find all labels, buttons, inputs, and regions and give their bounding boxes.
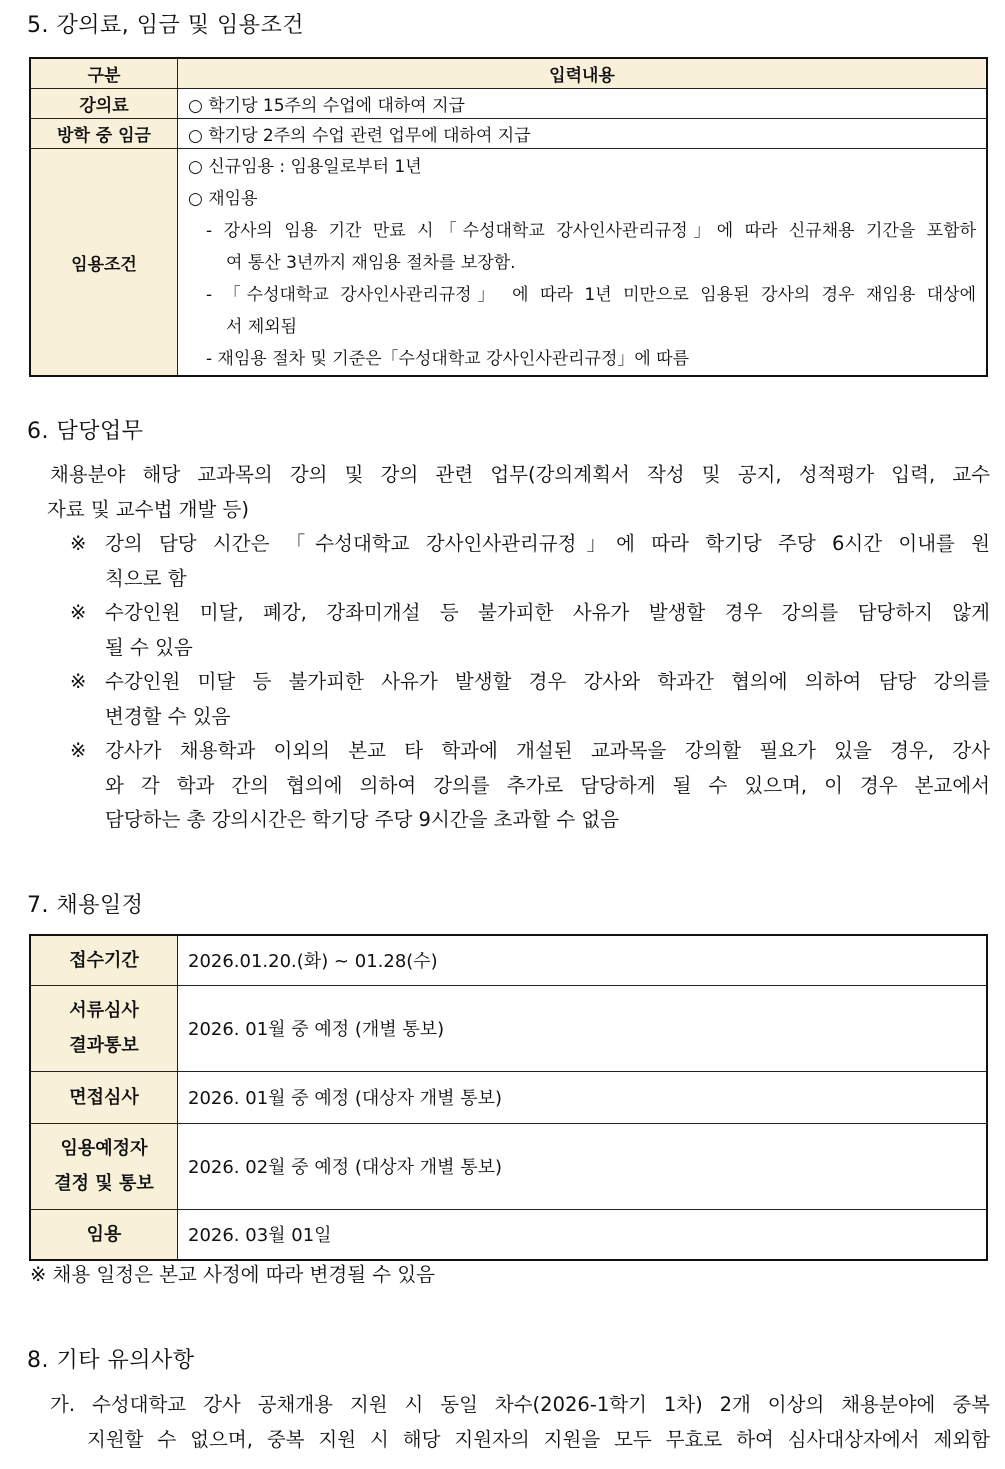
- notice-item-line: 지원할 수 없으며, 중복 지원 시 해당 지원자의 지원을 모두 무효로 하여 심사대상자에서 제외함: [87, 1427, 990, 1451]
- schedule-table: [29, 934, 988, 1261]
- section-6-heading: 6. 담당업무: [27, 419, 144, 444]
- schedule-label-line: 결과통보: [69, 1035, 139, 1056]
- section-7-heading: 7. 채용일정: [27, 893, 144, 918]
- section-5-heading: 5. 강의료, 임금 및 임용조건: [27, 13, 304, 38]
- table-row: [30, 149, 987, 377]
- schedule-note: ※ 채용 일정은 본교 사정에 따라 변경될 수 있음: [30, 1263, 435, 1286]
- note-line: 담당하는 총 강의시간은 학기당 주당 9시간을 초과할 수 없음: [105, 808, 620, 831]
- schedule-label: [30, 1123, 178, 1209]
- table-header-row: [30, 58, 987, 89]
- note-line: 변경할 수 있음: [105, 704, 231, 728]
- header-content: 입력내용: [178, 58, 988, 89]
- note-line: 될 수 있음: [105, 635, 193, 659]
- schedule-label-line: 결정 및 통보: [54, 1173, 154, 1194]
- condition-line: 여 통산 3년까지 재임용 절차를 보장함.: [226, 253, 516, 273]
- table-row: [30, 935, 987, 985]
- note-mark: ※: [70, 601, 87, 624]
- schedule-value: 2026. 01월 중 예정 (대상자 개별 통보): [178, 1071, 988, 1123]
- table-row: [30, 89, 987, 119]
- duties-intro-line: 채용분야 해당 교과목의 강의 및 강의 관련 업무(강의계획서 작성 및 공지, 성적평가 입력, 교수: [50, 463, 990, 486]
- condition-line: ○ 재임용: [188, 189, 258, 209]
- note-line: 수강인원 미달, 폐강, 강좌미개설 등 불가피한 사유가 발생할 경우 강의를 담당하지 않게: [105, 601, 990, 624]
- duties-note: [50, 665, 990, 734]
- schedule-value: 2026. 02월 중 예정 (대상자 개별 통보): [178, 1123, 988, 1209]
- table-row: [30, 119, 987, 149]
- row-value-lecture-fee: ○ 학기당 15주의 수업에 대하여 지급: [178, 89, 988, 119]
- schedule-label-line: 서류심사: [69, 1000, 139, 1021]
- note-line: 칙으로 함: [105, 566, 187, 590]
- schedule-value: 2026. 03월 01일: [178, 1209, 988, 1260]
- duties-note: [50, 734, 990, 838]
- table-row: [30, 1071, 987, 1123]
- row-label-vacation-wage: 방학 중 임금: [30, 119, 178, 149]
- schedule-label-line: 임용예정자: [60, 1138, 148, 1159]
- header-category: 구분: [30, 58, 178, 89]
- salary-conditions-table: [29, 57, 988, 377]
- row-label-appointment-conditions: 임용조건: [30, 149, 178, 377]
- condition-line: - 강사의 임용 기간 만료 시「수성대학교 강사인사관리규정」에 따라 신규채용 기간을 포함하: [206, 221, 976, 241]
- note-mark: ※: [70, 739, 87, 762]
- schedule-value: 2026. 01월 중 예정 (개별 통보): [178, 985, 988, 1071]
- duties-intro-line: 자료 및 교수법 개발 등): [47, 497, 249, 521]
- note-line: 와 각 학과 간의 협의에 의하여 강의를 추가로 담당하게 될 수 있으며, 이 경우 본교에서: [105, 773, 990, 797]
- table-row: [30, 985, 987, 1071]
- section-8-heading: 8. 기타 유의사항: [27, 1348, 195, 1373]
- duties-note: [50, 527, 990, 596]
- row-value-appointment-conditions: [178, 149, 988, 377]
- condition-line: ○ 신규임용 : 임용일로부터 1년: [188, 157, 422, 177]
- schedule-label: 면접심사: [30, 1071, 178, 1123]
- schedule-value: 2026.01.20.(화) ~ 01.28(수): [178, 935, 988, 985]
- row-label-lecture-fee: 강의료: [30, 89, 178, 119]
- row-value-vacation-wage: ○ 학기당 2주의 수업 관련 업무에 대하여 지급: [178, 119, 988, 149]
- duties-note: [50, 596, 990, 665]
- schedule-label: 임용: [30, 1209, 178, 1260]
- notice-item-line: 가. 수성대학교 강사 공채개용 지원 시 동일 차수(2026-1학기 1차) 2개 이상의 채용분야에 중복: [50, 1393, 990, 1416]
- note-line: 수강인원 미달 등 불가피한 사유가 발생할 경우 강사와 학과간 협의에 의하여 담당 강의를: [105, 670, 990, 693]
- note-mark: ※: [70, 532, 87, 555]
- notice-item: [50, 1388, 990, 1457]
- table-row: [30, 1209, 987, 1260]
- note-line: 강사가 채용학과 이외의 본교 타 학과에 개설된 교과목을 강의할 필요가 있을 경우, 강사: [105, 739, 990, 762]
- condition-line: - 재임용 절차 및 기준은「수성대학교 강사인사관리규정」에 따름: [206, 349, 690, 369]
- condition-line: - 「수성대학교 강사인사관리규정」 에 따라 1년 미만으로 임용된 강사의 경우 재임용 대상에: [206, 285, 976, 305]
- schedule-label: [30, 985, 178, 1071]
- duties-body: [47, 458, 990, 838]
- table-row: [30, 1123, 987, 1209]
- schedule-label: 접수기간: [30, 935, 178, 985]
- note-mark: ※: [70, 670, 87, 693]
- condition-line: 서 제외됨: [226, 317, 298, 337]
- note-line: 강의 담당 시간은 「수성대학교 강사인사관리규정」에 따라 학기당 주당 6시간 이내를 원: [105, 532, 990, 555]
